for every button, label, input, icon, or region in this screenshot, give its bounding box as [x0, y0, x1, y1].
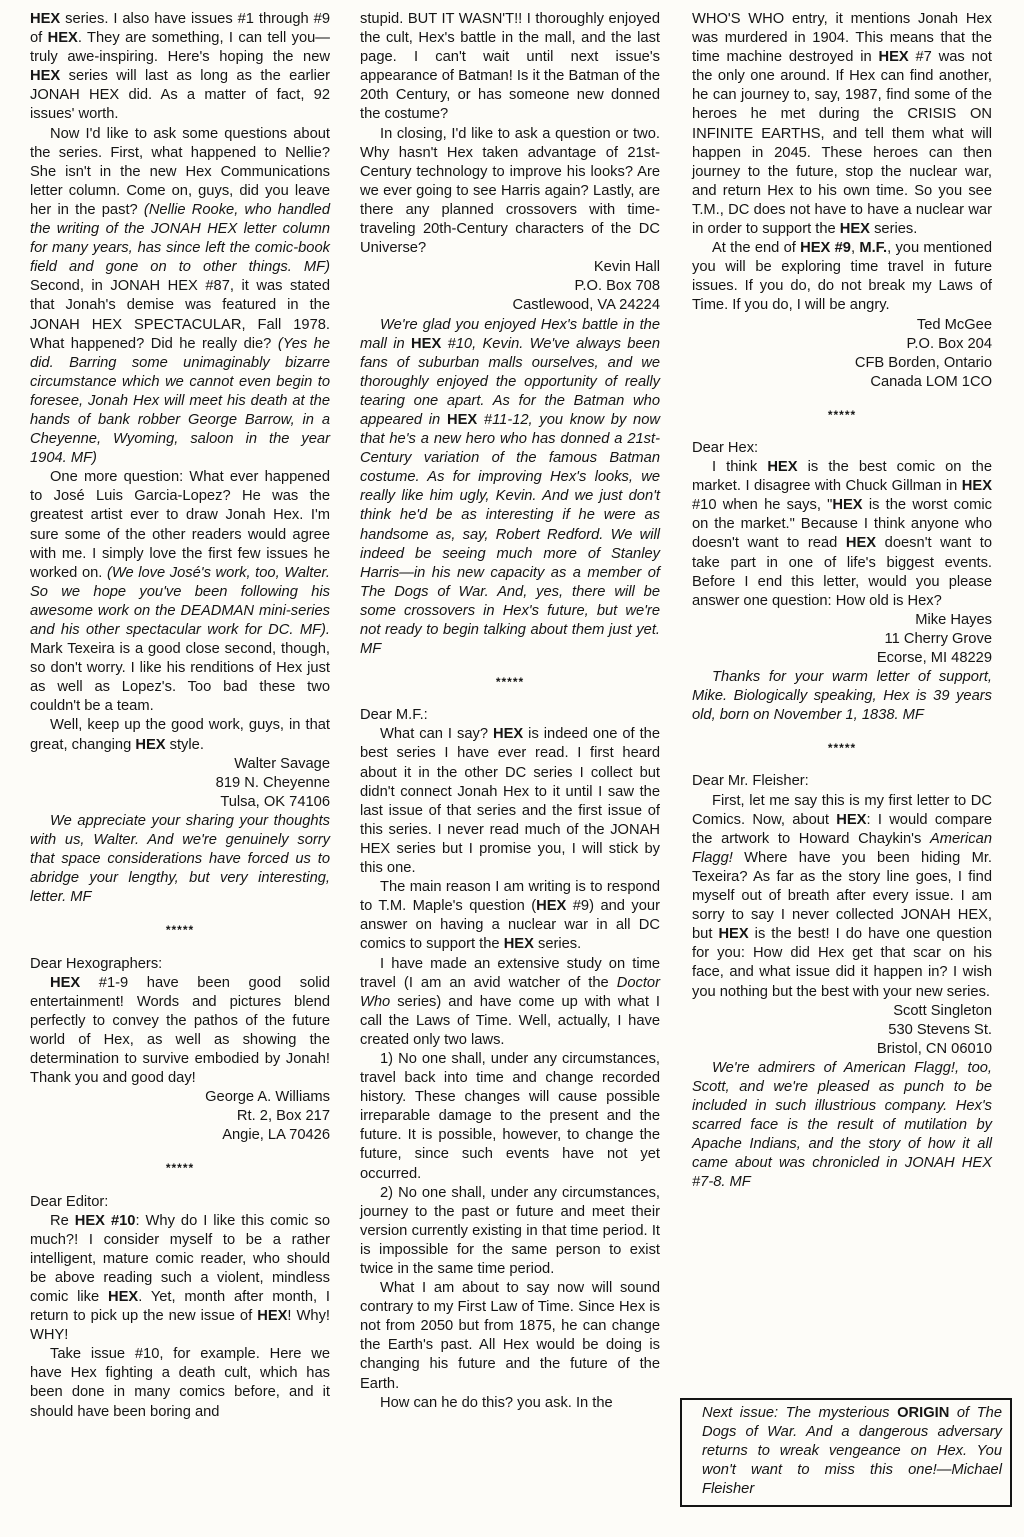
signature-line: Rt. 2, Box 217: [236, 1108, 330, 1125]
signature-line: CFB Borden, Ontario: [854, 354, 992, 371]
letter-salutation: Dear Mr. Fleisher:: [692, 773, 809, 790]
letter-paragraph: Thanks for your warm letter of support, Mike. Biologically speaking, Hex is 39 years old, born on November 1, 1838. MF: [692, 669, 992, 724]
signature-line: 530 Stevens St.: [888, 1021, 992, 1038]
letter-paragraph: Take issue #10, for example. Here we have Hex fighting a death cult, which has been done in many comics before, and it should have been boring and: [30, 1346, 330, 1420]
signature-line: Scott Singleton: [893, 1002, 992, 1019]
signature-line: P.O. Box 204: [906, 335, 992, 352]
letter-paragraph: The main reason I am writing is to respond to T.M. Maple's question (HEX #9) and your answer on having a nuclear war in all DC comics to support the HEX series.: [360, 879, 660, 953]
signature-line: P.O. Box 708: [574, 278, 660, 295]
letter-salutation: Dear M.F.:: [360, 707, 428, 724]
section-divider: *****: [165, 1161, 195, 1176]
section-divider: *****: [827, 741, 857, 756]
signature-line: Ted McGee: [916, 316, 992, 333]
letters-column-1: [30, 10, 330, 1422]
section-divider: *****: [495, 675, 525, 690]
letter-paragraph: I think HEX is the best comic on the market. I disagree with Chuck Gillman in HEX #10 when he says, "HEX is the worst comic on the market." Because I think anyone who doesn't want to read HEX doesn't want to take part in one of life's biggest events. Before I end this letter, would you please answer one question: How old is Hex?: [692, 459, 992, 609]
signature-line: 11 Cherry Grove: [884, 630, 992, 647]
signature-line: 819 N. Cheyenne: [215, 774, 330, 791]
letter-paragraph: 2) No one shall, under any circumstances, journey to the past or future and meet their version currently existing in that time period. It is impossible for the same person to exist twice in the same time period.: [360, 1184, 660, 1277]
letter-paragraph: HEX series. I also have issues #1 through #9 of HEX. They are something, I can tell you—truly awe-inspiring. Here's hoping the new HEX series will last as long as the earlier JONAH HEX did. As a matter of fact, 92 issues' worth.: [30, 11, 330, 123]
letter-paragraph: HEX #1-9 have been good solid entertainment! Words and pictures blend perfectly to convey the pathos of the future world of Hex, as well as showing the determination to survive embodied by Jonah! Thank you and good day!: [30, 974, 330, 1087]
signature-line: Ecorse, MI 48229: [876, 650, 992, 666]
letter-paragraph: Re HEX #10: Why do I like this comic so much?! I consider myself to be a rather intelligent, mature comic reader, who should be above reading such a violent, mindless comic like HEX. Yet, month after month, I return to pick up the new issue of HEX! Why! WHY!: [30, 1212, 330, 1344]
letter-paragraph: In closing, I'd like to ask a question or two. Why hasn't Hex taken advantage of 21st-Century technology to improve his looks? Are we ever going to see Harris again? Lastly, are there any planned crossovers with time-traveling 20th-Century characters of the DC Universe?: [360, 125, 660, 257]
section-divider: *****: [165, 923, 195, 938]
signature-line: Mike Hayes: [915, 611, 992, 628]
letter-paragraph: Now I'd like to ask some questions about the series. First, what happened to Nellie? She isn't in the new Hex Communications letter column. Come on, guys, did you leave her in the past? (Nellie Rooke, who handled the writing of the JONAH HEX letter column for many years, has since left the comic-book field and gone on to other things. MF) Second, in JONAH HEX #87, it was stated that Jonah's demise was featured in the JONAH HEX SPECTACULAR, Fall 1978. What happened? Did he really die? (Yes he did. Barring some unimaginably bizarre circumstance which we cannot even begin to foresee, Jonah Hex will meet his death at the hands of bank robber George Barrow, in a Cheyenne, Wyoming, saloon in the year 1904. MF): [30, 125, 330, 467]
signature-line: George A. Williams: [205, 1089, 330, 1106]
letter-paragraph: We're glad you enjoyed Hex's battle in the mall in HEX #10, Kevin. We've always been fans of suburban malls ourselves, and we thoroughly enjoyed the opportunity of really tearing one apart. As for the Batman who appeared in HEX #11-12, you know by now that he's a new hero who has donned a 21st-Century variation of the famous Batman costume. As for improving Hex's looks, we really like him ugly, Kevin. And we just don't think he'd be as interesting if he were as handsome as, say, Robert Redford. We will indeed be seeing much more of Stanley Harris—in his new capacity as a member of The Dogs of War. And, yes, there will be some crossovers in Hex's future, but we're not ready to begin talking about them just yet. MF: [360, 316, 660, 658]
letter-paragraph: Well, keep up the good work, guys, in that great, changing HEX style.: [30, 717, 330, 753]
next-issue-lead: Next issue: The mysterious: [702, 1405, 890, 1421]
signature-line: Castlewood, VA 24224: [512, 297, 660, 314]
letter-paragraph: 1) No one shall, under any circumstances, travel back into time and change recorded history. These changes will cause possible irreparable damage to the present and the future. It is possible, however, to change the future, since such events have not yet occurred.: [360, 1050, 660, 1182]
letter-paragraph: WHO'S WHO entry, it mentions Jonah Hex was murdered in 1904. This means that the time machine destroyed in HEX #7 was not the only one around. If Hex can find another, he can journey to, say, 1987, find some of the heroes he met during the CRISIS ON INFINITE EARTHS, and tell them what will happen in 2045. These heroes can then journey to the future, stop the nuclear war, and return Hex to his own time. So you see T.M., DC does not have to have a nuclear war in order to support the HEX series.: [692, 11, 992, 238]
letter-paragraph: stupid. BUT IT WASN'T!! I thoroughly enjoyed the cult, Hex's battle in the mall, and the last page. I can't wait until next issue's appearance of Batman! Is it the Batman of the 20th Century, or has someone new donned the costume?: [360, 11, 660, 123]
signature-line: Kevin Hall: [593, 259, 660, 276]
letter-salutation: Dear Hex:: [692, 439, 759, 456]
letter-salutation: Dear Editor:: [30, 1193, 109, 1210]
letter-paragraph: What can I say? HEX is indeed one of the best series I have ever read. I first heard about it in the other DC series I collect but didn't connect Jonah Hex to it until I saw the last issue of that series and the first issue of this series. I never read much of the JONAH HEX series but I promise you, I will stick by this one.: [360, 726, 660, 877]
letter-paragraph: At the end of HEX #9, M.F., you mentioned you will be exploring time travel in future issues. If you do, do not break my Laws of Time. If you do, I will be angry.: [692, 240, 992, 314]
letter-paragraph: We appreciate your sharing your thoughts with us, Walter. And we're genuinely sorry that space considerations have forced us to abridge your lengthy, but very interesting, letter. MF: [30, 812, 330, 906]
next-issue-box: [680, 1398, 1012, 1507]
letter-paragraph: I have made an extensive study on time travel (I am an avid watcher of the Doctor Who series) and have come up with what I call the Laws of Time. Well, actually, I have created only two laws.: [360, 955, 660, 1048]
letters-column-3: [692, 10, 992, 1193]
letter-salutation: Dear Hexographers:: [30, 955, 163, 972]
letters-column-2: [360, 10, 660, 1413]
signature-line: Tulsa, OK 74106: [220, 793, 330, 810]
section-divider: *****: [827, 407, 857, 422]
letter-paragraph: How can he do this? you ask. In the: [380, 1394, 613, 1411]
next-issue-origin: ORIGIN: [897, 1405, 950, 1421]
letter-paragraph: First, let me say this is my first letter to DC Comics. Now, about HEX: I would compare the artwork to Howard Chaykin's American Flagg! Where have you been hiding Mr. Texeira? As far as the story line goes, I find myself out of breath after every issue. I am sorry to say I never collected JONAH HEX, but HEX is the best! I do have one question for you: How did Hex get that scar on his face, and what issue did it happen in? I wish you nothing but the best with your new series.: [692, 792, 992, 1000]
letter-paragraph: What I am about to say now will sound contrary to my First Law of Time. Since Hex is not from 2050 but from 1875, he can change the Earth's past. All Hex would be doing is changing his future and the future of the Earth.: [360, 1280, 660, 1392]
next-issue-text: of The Dogs of War. And a dangerous adversary returns to wreak vengeance on Hex. You won't want to miss this one!—Michael Fleisher: [702, 1405, 1002, 1498]
letter-paragraph: One more question: What ever happened to José Luis Garcia-Lopez? He was the greatest artist ever to draw Jonah Hex. I'm sure some of the other readers would agree with me. I simply love the first few issues he worked on. (We love José's work, too, Walter. So we hope you've been following his awesome work on the DEADMAN mini-series and his other spectacular work for DC. MF). Mark Texeira is a good close second, though, so don't worry. I like his renditions of Hex just as well as Lopez's. Too bad these two couldn't be a team.: [30, 469, 330, 715]
signature-line: Walter Savage: [234, 755, 330, 772]
signature-line: Bristol, CN 06010: [876, 1040, 992, 1057]
signature-line: Angie, LA 70426: [222, 1127, 330, 1144]
letter-paragraph: We're admirers of American Flagg!, too, Scott, and we're pleased as punch to be included in such illustrious company. Hex's scarred face is the result of mutilation by Apache Indians, and the story of how it all came about was chronicled in JONAH HEX #7-8. MF: [692, 1059, 992, 1191]
signature-line: Canada LOM 1CO: [870, 373, 992, 390]
